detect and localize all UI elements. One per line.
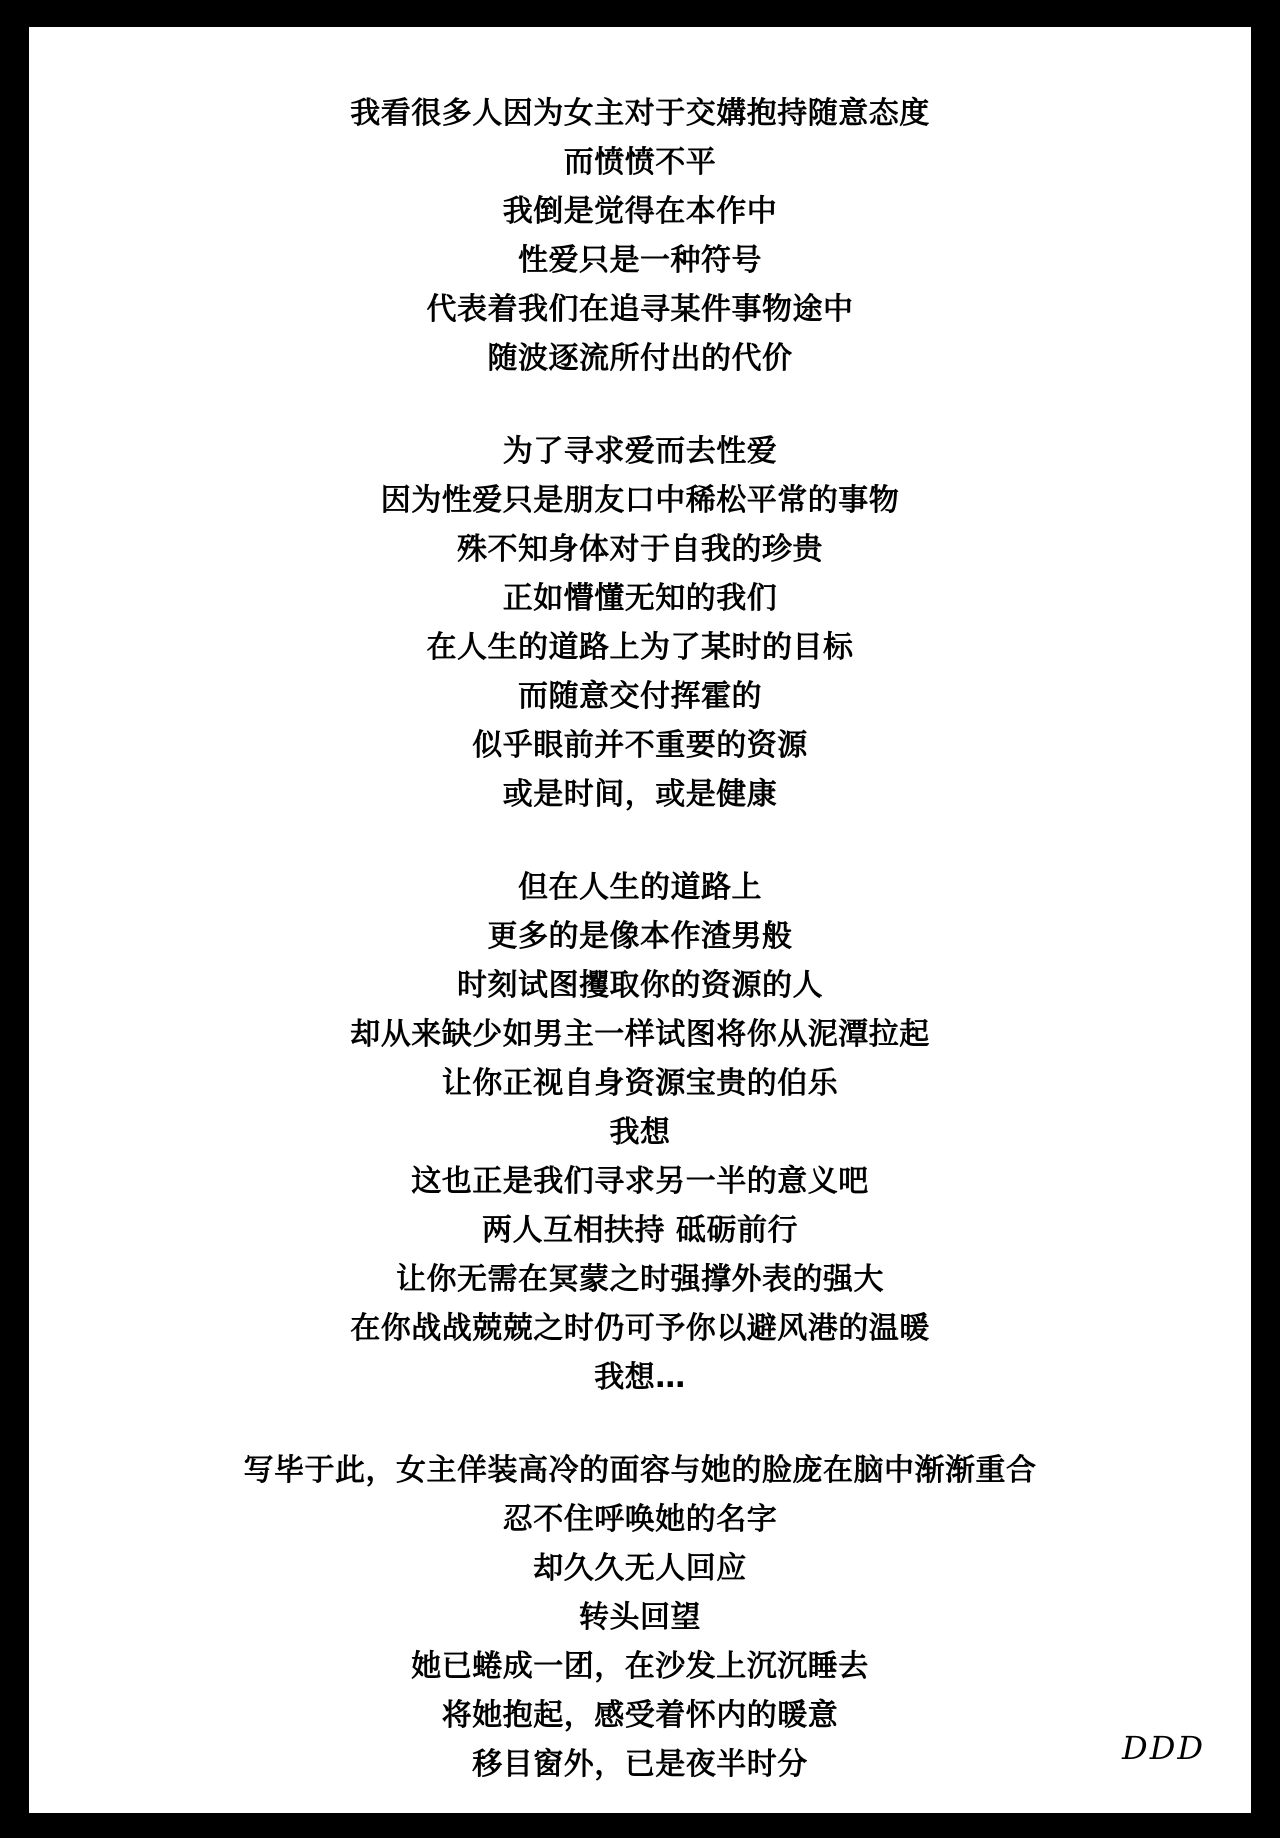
- afterword-sheet: [24, 22, 1256, 1818]
- text-line: 将她抱起，感受着怀内的暖意: [441, 1698, 839, 1733]
- text-line: 转头回望: [579, 1600, 701, 1635]
- text-line: 写毕于此，女主佯装高冷的面容与她的脸庞在脑中渐渐重合: [243, 1453, 1037, 1488]
- text-line: 两人互相扶持 砥砺前行: [482, 1213, 798, 1248]
- text-line: 殊不知身体对于自我的珍贵: [457, 532, 823, 567]
- text-line: 移目窗外，已是夜半时分: [472, 1747, 808, 1782]
- stanza: [29, 1446, 1251, 1789]
- text-line: 我想: [609, 1115, 671, 1150]
- text-line: 她已蜷成一团，在沙发上沉沉睡去: [411, 1649, 869, 1684]
- stanza: [29, 427, 1251, 819]
- text-line: 代表着我们在追寻某件事物途中: [426, 292, 854, 327]
- text-line: 在你战战兢兢之时仍可予你以避风港的温暖: [350, 1311, 930, 1346]
- text-line: 却从来缺少如男主一样试图将你从泥潭拉起: [350, 1017, 930, 1052]
- text-line: 更多的是像本作渣男般: [487, 919, 793, 954]
- text-line: 我看很多人因为女主对于交媾抱持随意态度: [350, 96, 930, 131]
- stanza: [29, 89, 1251, 383]
- signature: DDD: [1122, 1729, 1205, 1767]
- text-line: 似乎眼前并不重要的资源: [472, 728, 808, 763]
- text-line: 为了寻求爱而去性爱: [502, 434, 778, 469]
- text-line: 而随意交付挥霍的: [518, 679, 762, 714]
- text-line: 而愤愤不平: [563, 145, 717, 180]
- text-line: 但在人生的道路上: [518, 870, 762, 905]
- text-line: 我倒是觉得在本作中: [502, 194, 778, 229]
- text-line: 这也正是我们寻求另一半的意义吧: [411, 1164, 869, 1199]
- text-line: 随波逐流所付出的代价: [487, 341, 793, 376]
- text-line: 我想…: [594, 1360, 686, 1395]
- afterword-text-body: [29, 89, 1251, 1789]
- text-line: 在人生的道路上为了某时的目标: [426, 630, 854, 665]
- text-line: 忍不住呼唤她的名字: [502, 1502, 778, 1537]
- text-line: 让你无需在冥蒙之时强撑外表的强大: [396, 1262, 884, 1297]
- text-line: 却久久无人回应: [533, 1551, 747, 1586]
- text-line: 时刻试图攫取你的资源的人: [457, 968, 823, 1003]
- text-line: 让你正视自身资源宝贵的伯乐: [441, 1066, 839, 1101]
- text-line: 或是时间，或是健康: [502, 777, 778, 812]
- text-line: 性爱只是一种符号: [518, 243, 762, 278]
- stanza: [29, 863, 1251, 1402]
- text-line: 正如懵懂无知的我们: [502, 581, 778, 616]
- text-line: 因为性爱只是朋友口中稀松平常的事物: [380, 483, 900, 518]
